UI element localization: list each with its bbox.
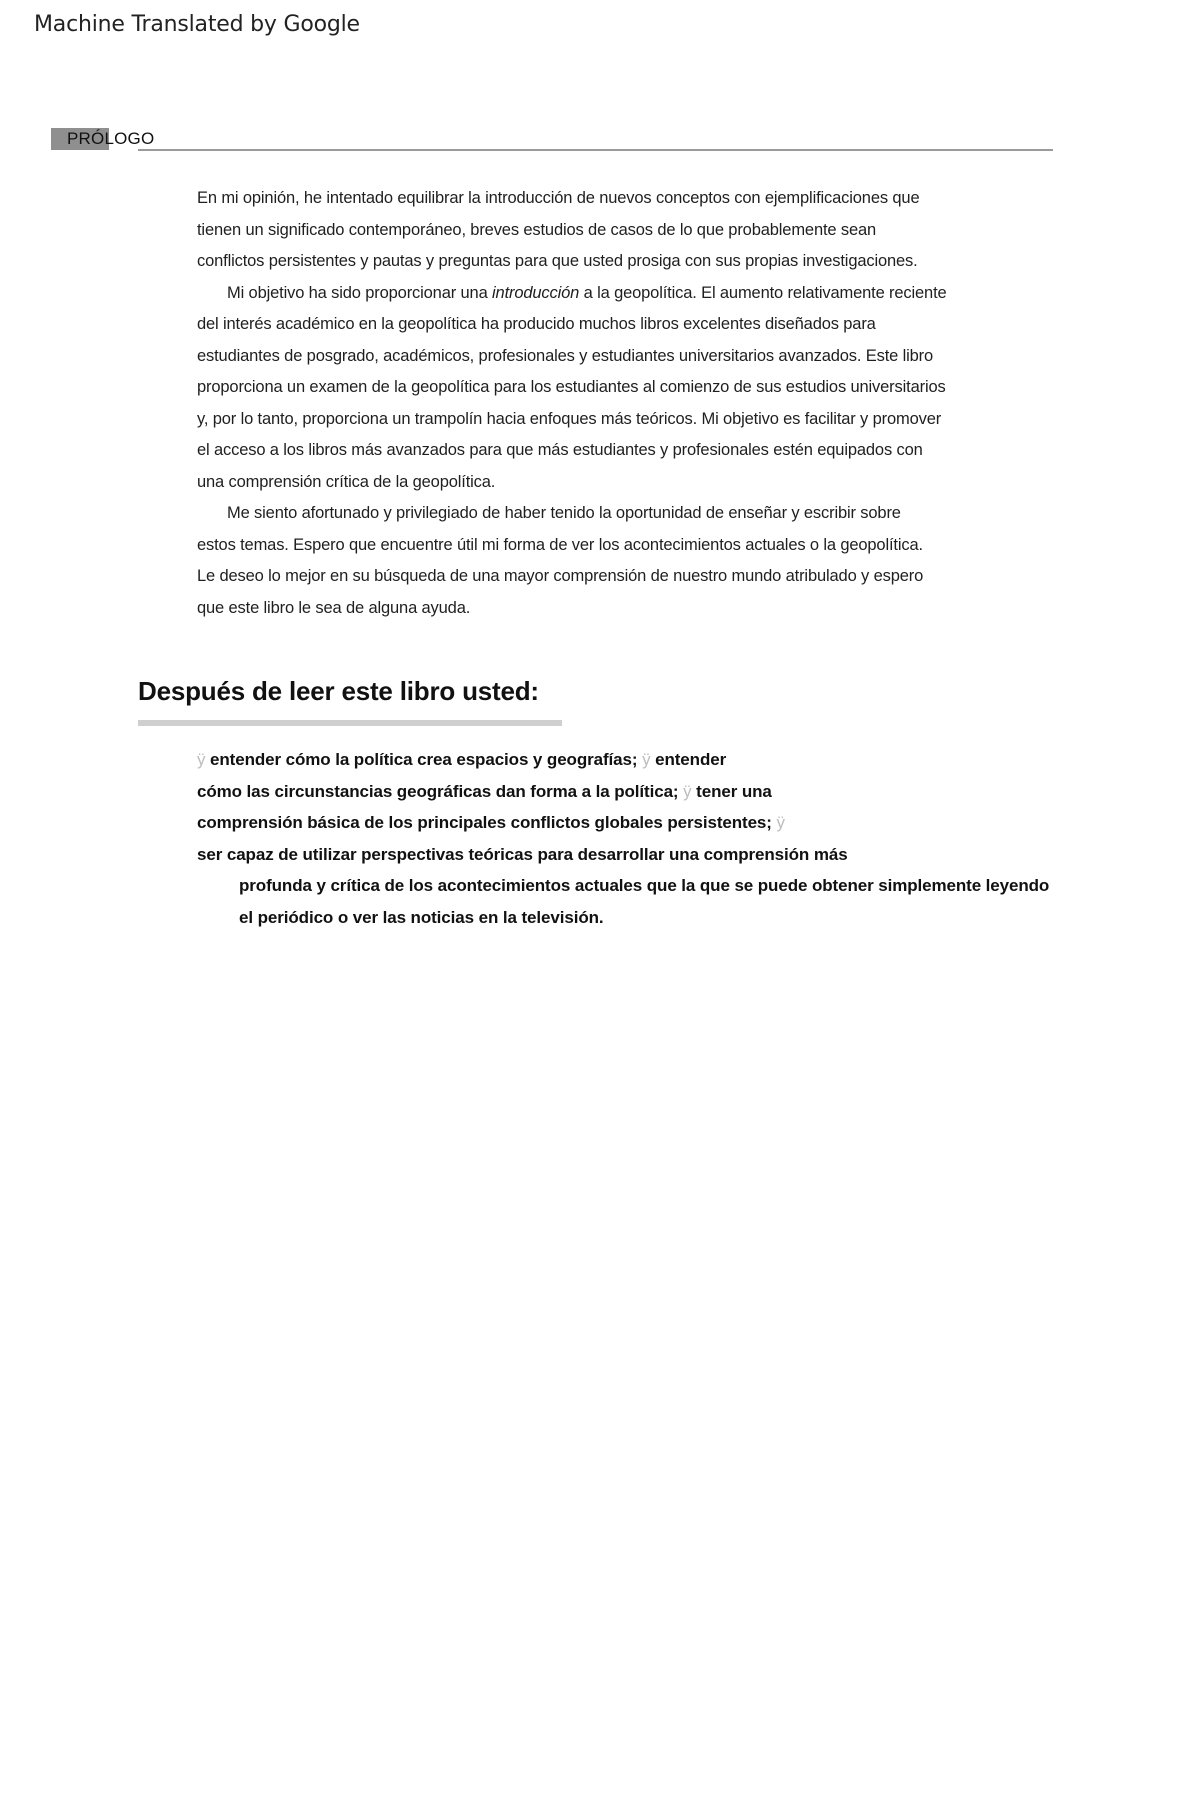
body-line: [197, 278, 1077, 310]
outcome-text: cómo las circunstancias geográficas dan forma a la política;: [197, 781, 684, 801]
outcomes-heading-underline: [138, 720, 562, 726]
section-rule: [138, 149, 1053, 151]
body-line: Le deseo lo mejor en su búsqueda de una mayor comprensión de nuestro mundo atribulado y espero: [197, 567, 924, 585]
outcome-line: [197, 807, 1187, 839]
bullet-glyph: ÿ: [776, 813, 785, 832]
outcome-text: comprensión básica de los principales conflictos globales persistentes;: [197, 813, 777, 832]
outcome-line: [197, 744, 1187, 776]
body-line: estos temas. Espero que encuentre útil mi forma de ver los acontecimientos actuales o la geopolítica.: [197, 535, 923, 554]
body-text-span: Mi objetivo ha sido proporcionar una: [227, 283, 493, 302]
outcome-line: ser capaz de utilizar perspectivas teóricas para desarrollar una comprensión más: [197, 844, 848, 864]
section-label: PRÓLOGO: [67, 129, 155, 148]
body-line: En mi opinión, he intentado equilibrar la introducción de nuevos conceptos con ejemplificaciones que: [197, 189, 920, 207]
outcome-line: [197, 776, 1187, 808]
bullet-glyph: ÿ: [642, 750, 651, 769]
body-line: Me siento afortunado y privilegiado de haber tenido la oportunidad de enseñar y escribir sobre: [227, 504, 901, 522]
bullet-glyph: ÿ: [197, 750, 206, 769]
preface-body: [197, 183, 1077, 624]
outcomes-heading: Después de leer este libro usted:: [138, 676, 539, 706]
outcome-text: entender cómo la política crea espacios y geografías;: [205, 750, 643, 769]
body-line: y, por lo tanto, proporciona un trampolín hacia enfoques más teóricos. Mi objetivo es facilitar y promover: [197, 409, 942, 428]
bullet-glyph: ÿ: [683, 781, 692, 801]
body-line: del interés académico en la geopolítica ha producido muchos libros excelentes diseñados para: [197, 315, 876, 333]
body-line: tienen un significado contemporáneo, breves estudios de casos de lo que probablemente sean: [197, 220, 877, 239]
body-line: el acceso a los libros más avanzados para que más estudiantes y profesionales estén equipados con: [197, 441, 923, 459]
outcome-line: el periódico o ver las noticias en la televisión.: [239, 907, 604, 927]
outcome-text: entender: [650, 750, 727, 769]
body-text-span: a la geopolítica. El aumento relativamente reciente: [579, 283, 947, 302]
machine-translation-banner: Machine Translated by Google: [34, 12, 360, 37]
section-header: [51, 128, 1053, 152]
outcome-text: tener una: [691, 781, 772, 801]
body-line: conflictos persistentes y pautas y preguntas para que usted prosiga con sus propias investigaciones.: [197, 252, 918, 270]
body-line: una comprensión crítica de la geopolítica.: [197, 472, 496, 491]
body-line: que este libro le sea de alguna ayuda.: [197, 598, 471, 617]
outcome-line: profunda y crítica de los acontecimientos actuales que la que se puede obtener simplemente leyendo: [239, 876, 1050, 895]
outcomes-list: [197, 744, 1187, 933]
body-line: estudiantes de posgrado, académicos, profesionales y estudiantes universitarios avanzados. Este libro: [197, 346, 934, 365]
italic-emphasis: introducción: [492, 283, 580, 302]
body-line: proporciona un examen de la geopolítica para los estudiantes al comienzo de sus estudios universitarios: [197, 378, 946, 396]
